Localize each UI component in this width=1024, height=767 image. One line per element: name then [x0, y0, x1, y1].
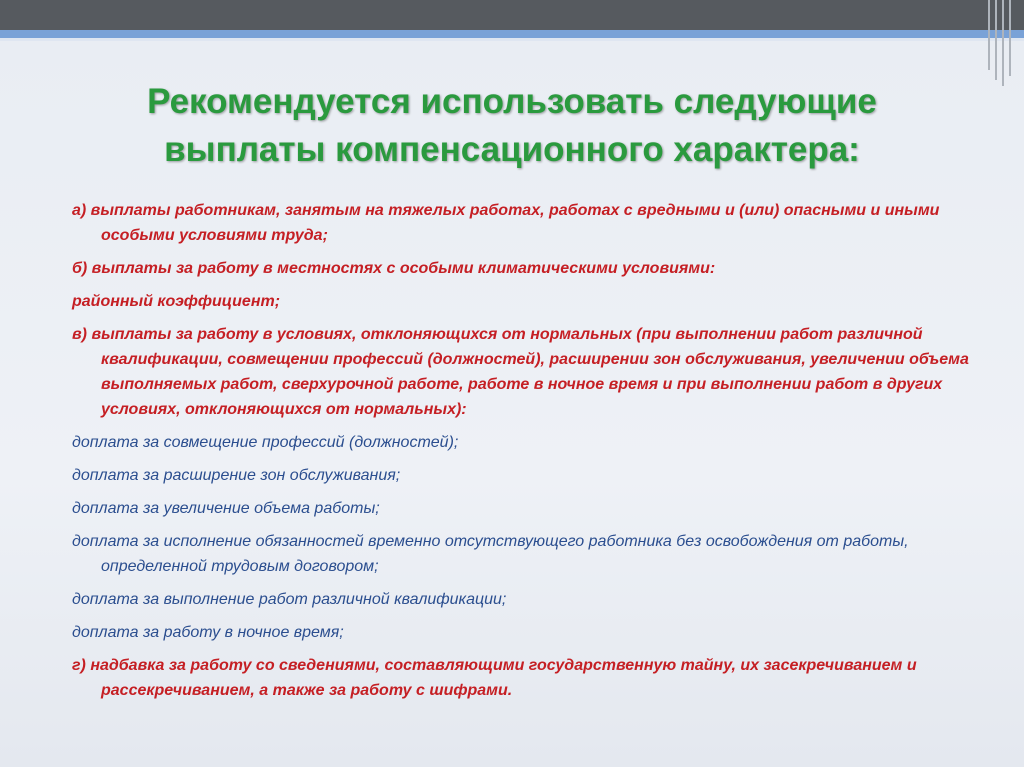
rail-line: [1009, 0, 1011, 76]
rail-line: [988, 0, 990, 70]
list-item: доплата за расширение зон обслуживания;: [72, 467, 401, 484]
list-item: в) выплаты за работу в условиях, отклоняющихся от нормальных (при выполнении работ различной квалификации, совмещении профессий (должностей), расширении зон обслуживания, увеличении объема выполняемых работ, сверхурочной работе, работе в ночное время и при выполнении работ в других условиях, отклоняющихся от нормальных):: [72, 326, 969, 418]
decorative-rails: [984, 0, 1024, 90]
rail-line: [1002, 0, 1004, 86]
list-item: доплата за совмещение профессий (должностей);: [72, 434, 459, 451]
title-line-2: выплаты компенсационного характера:: [164, 130, 860, 169]
top-accent-stripe: [0, 30, 1024, 38]
list-item: доплата за выполнение работ различной квалификации;: [72, 591, 507, 608]
list-item: доплата за увеличение объема работы;: [72, 500, 380, 517]
list-item: доплата за исполнение обязанностей временно отсутствующего работника без освобождения от работы, определенной трудовым договором;: [72, 533, 909, 575]
rail-line: [995, 0, 997, 80]
slide-title: [60, 78, 964, 174]
top-light-stripe: [0, 38, 1024, 41]
list-item: районный коэффициент;: [72, 293, 281, 310]
top-bar: [0, 0, 1024, 30]
list-item: а) выплаты работникам, занятым на тяжелых работах, работах с вредными и (или) опасными и иными особыми условиями труда;: [72, 202, 940, 244]
list-item: г) надбавка за работу со сведениями, составляющими государственную тайну, их засекречиванием и рассекречиванием, а также за работу с шифрами.: [72, 657, 917, 699]
slide-content: [72, 198, 972, 711]
list-item: б) выплаты за работу в местностях с особыми климатическими условиями:: [72, 260, 716, 277]
title-line-1: Рекомендуется использовать следующие: [147, 82, 877, 121]
list-item: доплата за работу в ночное время;: [72, 624, 344, 641]
